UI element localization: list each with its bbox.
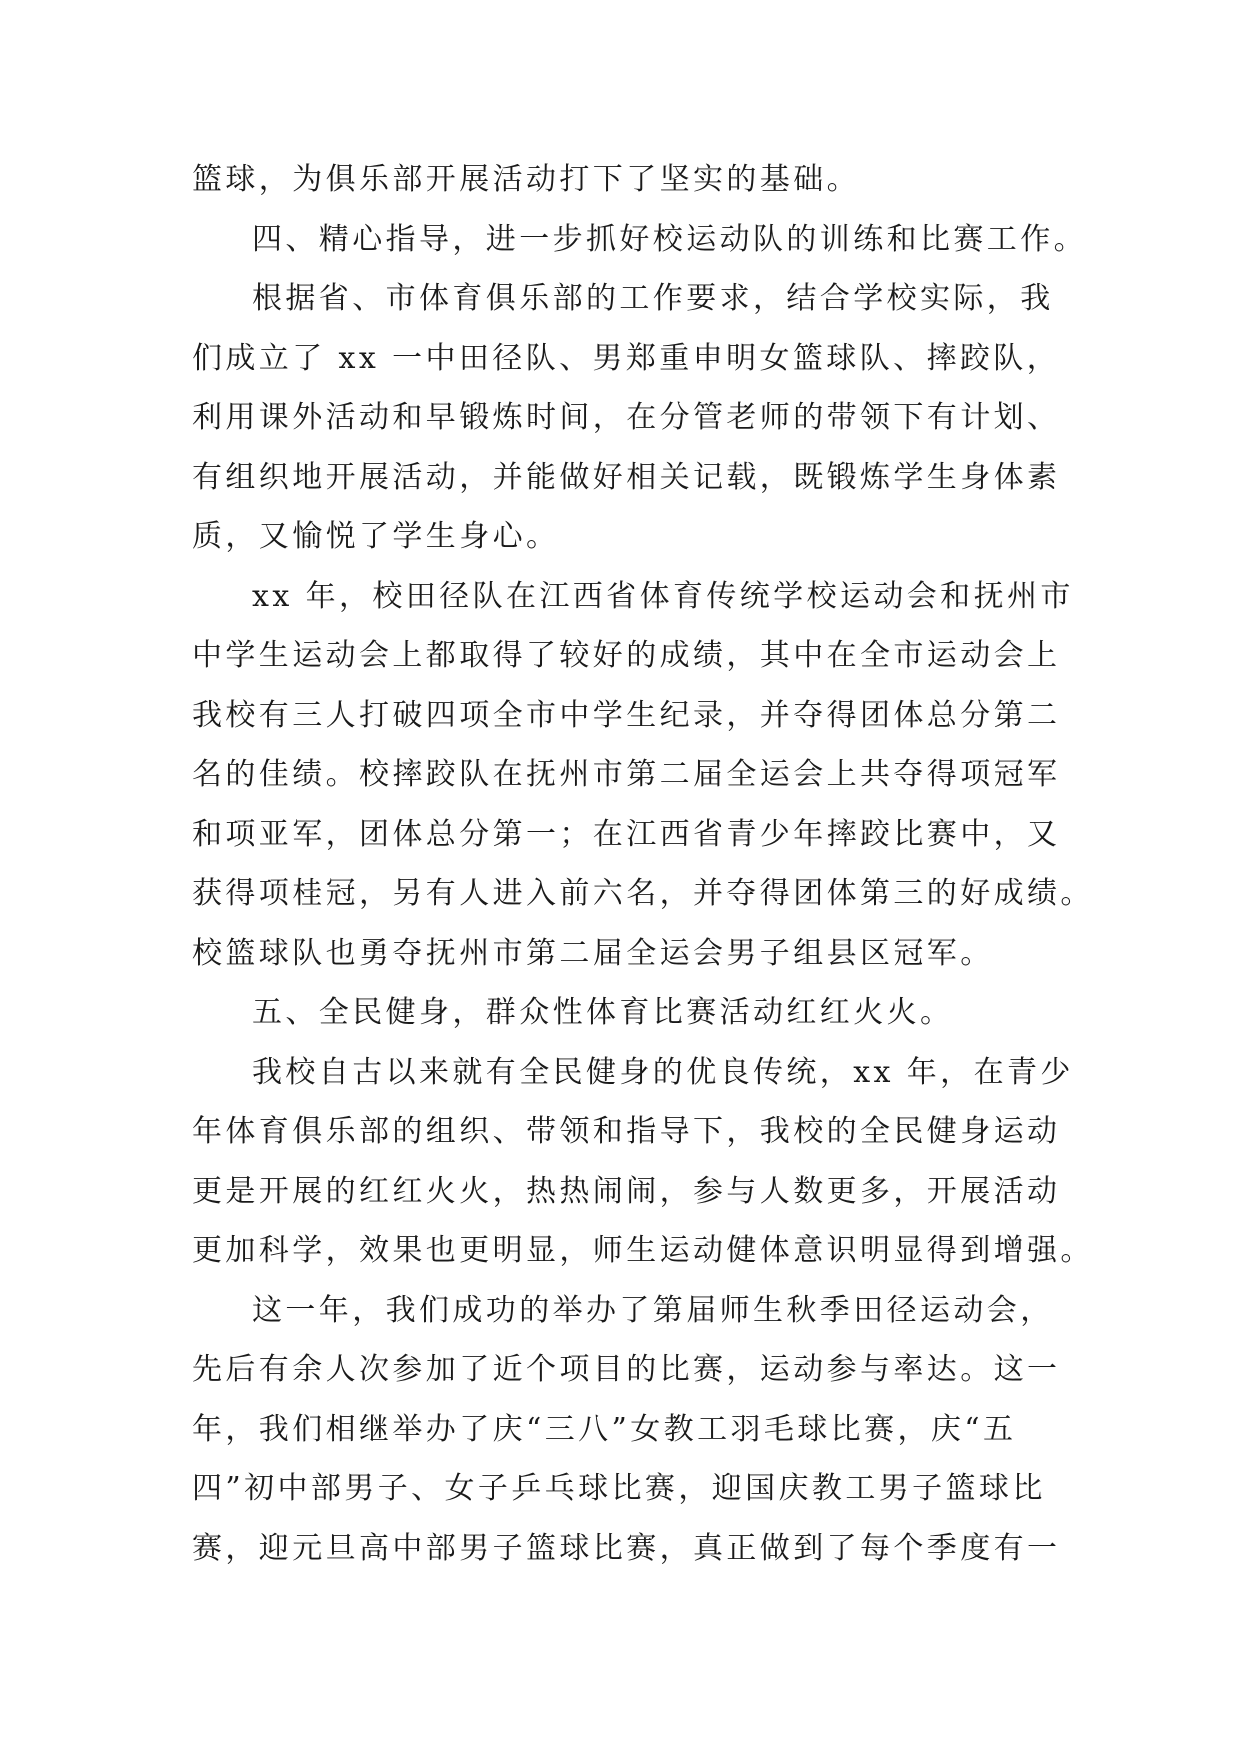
text-line: 们成立了 xx 一中田径队、男郑重申明女篮球队、摔跤队， bbox=[192, 340, 1061, 376]
text-line: 五、全民健身，群众性体育比赛活动红红火火。 bbox=[252, 995, 954, 1030]
text-line: 四”初中部男子、女子乒乓球比赛，迎国庆教工男子篮球比 bbox=[192, 1471, 1046, 1506]
text-line: 我校自古以来就有全民健身的优良传统，xx 年，在青少 bbox=[252, 1054, 1074, 1090]
text-line: 获得项桂冠，另有人进入前六名，并夺得团体第三的好成绩。 bbox=[192, 876, 1094, 911]
text-line: 中学生运动会上都取得了较好的成绩，其中在全市运动会上 bbox=[192, 638, 1061, 673]
text-line: 利用课外活动和早锻炼时间，在分管老师的带领下有计划、 bbox=[192, 400, 1061, 435]
text-line: 篮球，为俱乐部开展活动打下了坚实的基础。 bbox=[192, 162, 860, 197]
text-line: xx 年，校田径队在江西省体育传统学校运动会和抚州市 bbox=[252, 578, 1074, 614]
text-line: 先后有余人次参加了近个项目的比赛，运动参与率达。这一 bbox=[192, 1352, 1061, 1387]
text-line: 我校有三人打破四项全市中学生纪录，并夺得团体总分第二 bbox=[192, 697, 1061, 733]
text-line: 根据省、市体育俱乐部的工作要求，结合学校实际，我 bbox=[252, 281, 1054, 316]
text-line: 更是开展的红红火火，热热闹闹，参与人数更多，开展活动 bbox=[192, 1173, 1061, 1209]
document-body bbox=[192, 150, 1094, 1578]
text-line: 质，又愉悦了学生身心。 bbox=[192, 519, 560, 554]
text-line: 这一年，我们成功的举办了第届师生秋季田径运动会， bbox=[252, 1292, 1054, 1328]
text-line: 年，我们相继举办了庆“三八”女教工羽毛球比赛，庆“五 bbox=[192, 1411, 1017, 1447]
text-line: 名的佳绩。校摔跤队在抚州市第二届全运会上共夺得项冠军 bbox=[192, 757, 1061, 792]
text-line: 四、精心指导，进一步抓好校运动队的训练和比赛工作。 bbox=[252, 221, 1087, 257]
text-line: 年体育俱乐部的组织、带领和指导下，我校的全民健身运动 bbox=[192, 1114, 1061, 1149]
text-line: 校篮球队也勇夺抚州市第二届全运会男子组县区冠军。 bbox=[192, 935, 994, 971]
text-line: 和项亚军，团体总分第一；在江西省青少年摔跤比赛中，又 bbox=[192, 816, 1061, 852]
text-line: 赛，迎元旦高中部男子篮球比赛，真正做到了每个季度有一 bbox=[192, 1530, 1061, 1566]
text-line: 有组织地开展活动，并能做好相关记载，既锻炼学生身体素 bbox=[192, 459, 1061, 495]
text-line: 更加科学，效果也更明显，师生运动健体意识明显得到增强。 bbox=[192, 1233, 1094, 1268]
